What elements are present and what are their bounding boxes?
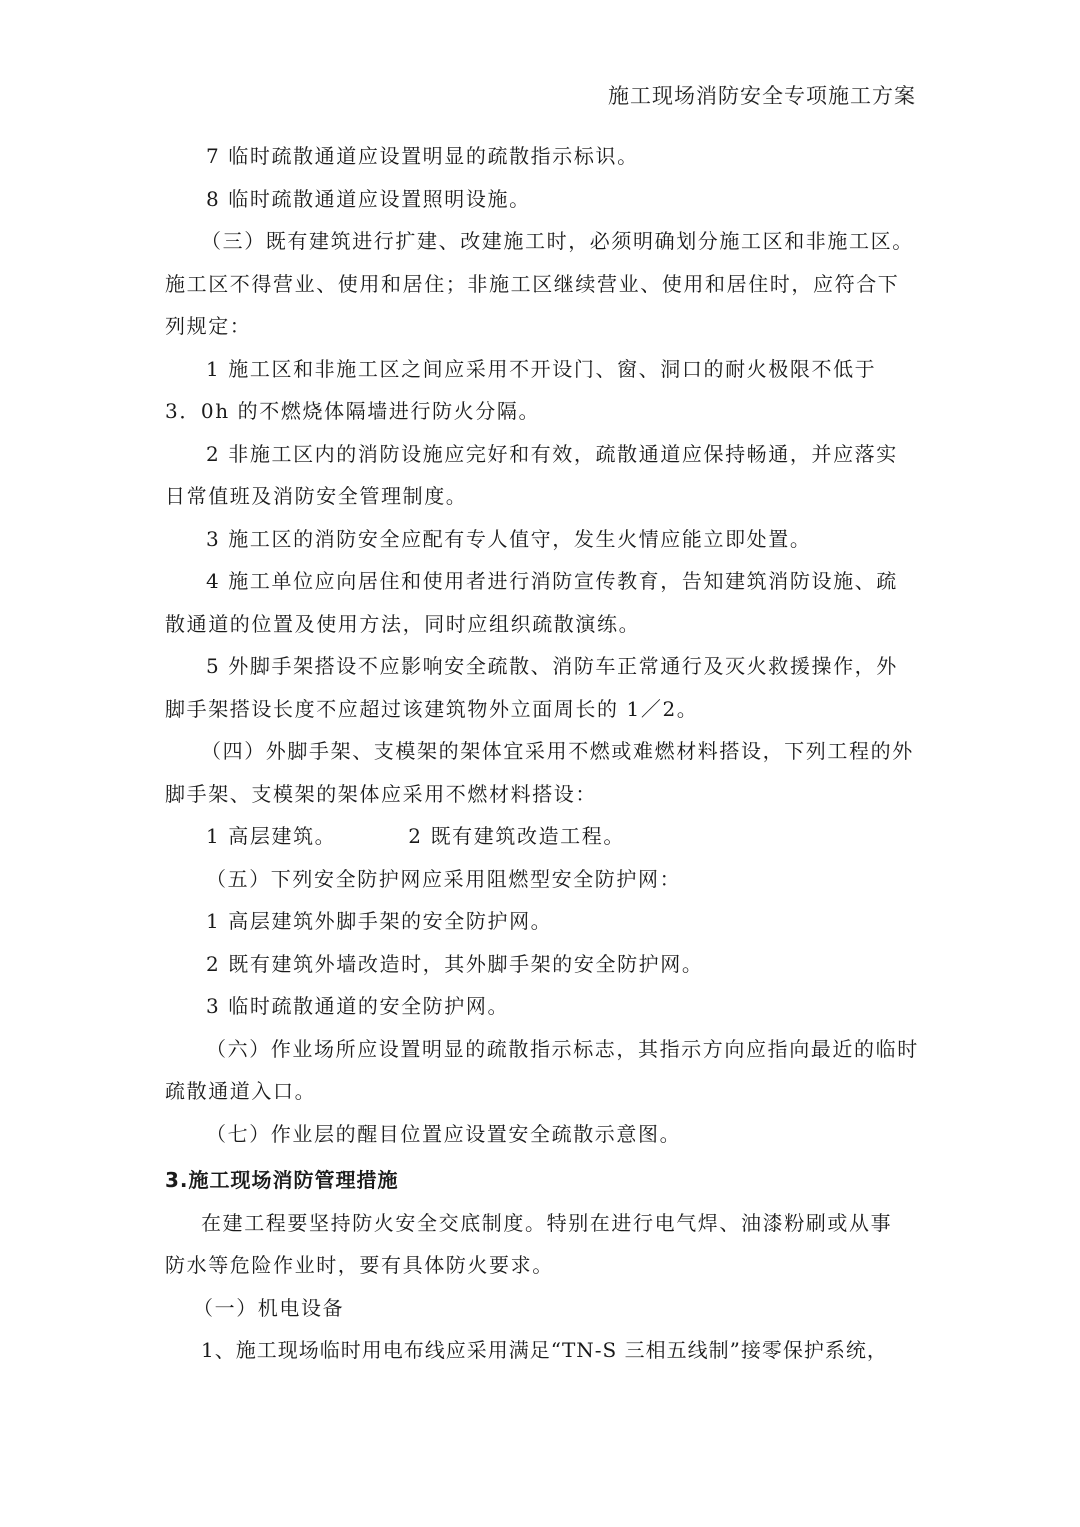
paragraph-line: 脚手架、支模架的架体应采用不燃材料搭设： — [165, 781, 597, 806]
page-header-title: 施工现场消防安全专项施工方案 — [608, 84, 916, 108]
paragraph-line: （六）作业场所应设置明显的疏散指示标志，其指示方向应指向最近的临时 — [206, 1036, 919, 1061]
paragraph-line: 3．0h 的不燃烧体隔墙进行防火分隔。 — [165, 399, 541, 423]
paragraph-line — [165, 815, 917, 858]
paragraph-line: 日常值班及消防安全管理制度。 — [165, 484, 468, 508]
paragraph-line: （五）下列安全防护网应采用阻燃型安全防护网： — [206, 866, 682, 891]
paragraph-line: 在建工程要坚持防火安全交底制度。特别在进行电气焊、油漆粉刷或从事 — [201, 1210, 893, 1235]
paragraph-line: 2 既有建筑外墙改造时，其外脚手架的安全防护网。 — [206, 951, 704, 976]
paragraph-line: 5 外脚手架搭设不应影响安全疏散、消防车正常通行及灭火救援操作，外 — [206, 654, 898, 678]
paragraph-line: （四）外脚手架、支模架的架体宜采用不燃或难燃材料搭设，下列工程的外 — [201, 739, 914, 763]
paragraph-line: 4 施工单位应向居住和使用者进行消防宣传教育，告知建筑消防设施、疏 — [206, 569, 898, 593]
subsection-heading: （一）机电设备 — [193, 1295, 345, 1320]
paragraph-line: 散通道的位置及使用方法，同时应组织疏散演练。 — [165, 611, 641, 636]
paragraph-line: 脚手架搭设长度不应超过该建筑物外立面周长的 1／2。 — [165, 696, 699, 721]
paragraph-line: 1、施工现场临时用电布线应采用满足“TN-S 三相五线制”接零保护系统， — [201, 1338, 888, 1362]
paragraph-line: 3 施工区的消防安全应配有专人值守，发生火情应能立即处置。 — [206, 526, 812, 551]
list-item: 1 高层建筑。 — [206, 824, 337, 848]
paragraph-line: 1 高层建筑外脚手架的安全防护网。 — [206, 909, 553, 933]
paragraph-line: 疏散通道入口。 — [165, 1079, 317, 1103]
paragraph-line: 2 非施工区内的消防设施应完好和有效，疏散通道应保持畅通，并应落实 — [206, 441, 898, 466]
paragraph-line: （七）作业层的醒目位置应设置安全疏散示意图。 — [206, 1121, 682, 1146]
list-item: 2 既有建筑改造工程。 — [408, 824, 625, 848]
paragraph-line: 1 施工区和非施工区之间应采用不开设门、窗、洞口的耐火极限不低于 — [206, 356, 877, 381]
section-heading: 3.施工现场消防管理措施 — [165, 1168, 399, 1192]
paragraph-line: 7 临时疏散通道应设置明显的疏散指示标识。 — [206, 144, 639, 168]
paragraph-line: 列规定： — [165, 314, 252, 338]
document-body — [165, 135, 917, 1372]
paragraph-line: 8 临时疏散通道应设置照明设施。 — [206, 186, 531, 211]
paragraph-line: 防水等危险作业时，要有具体防火要求。 — [165, 1253, 554, 1277]
paragraph-line: 3 临时疏散通道的安全防护网。 — [206, 994, 510, 1018]
paragraph-line: （三）既有建筑进行扩建、改建施工时，必须明确划分施工区和非施工区。 — [201, 229, 914, 253]
paragraph-line: 施工区不得营业、使用和居住；非施工区继续营业、使用和居住时，应符合下 — [165, 271, 900, 296]
